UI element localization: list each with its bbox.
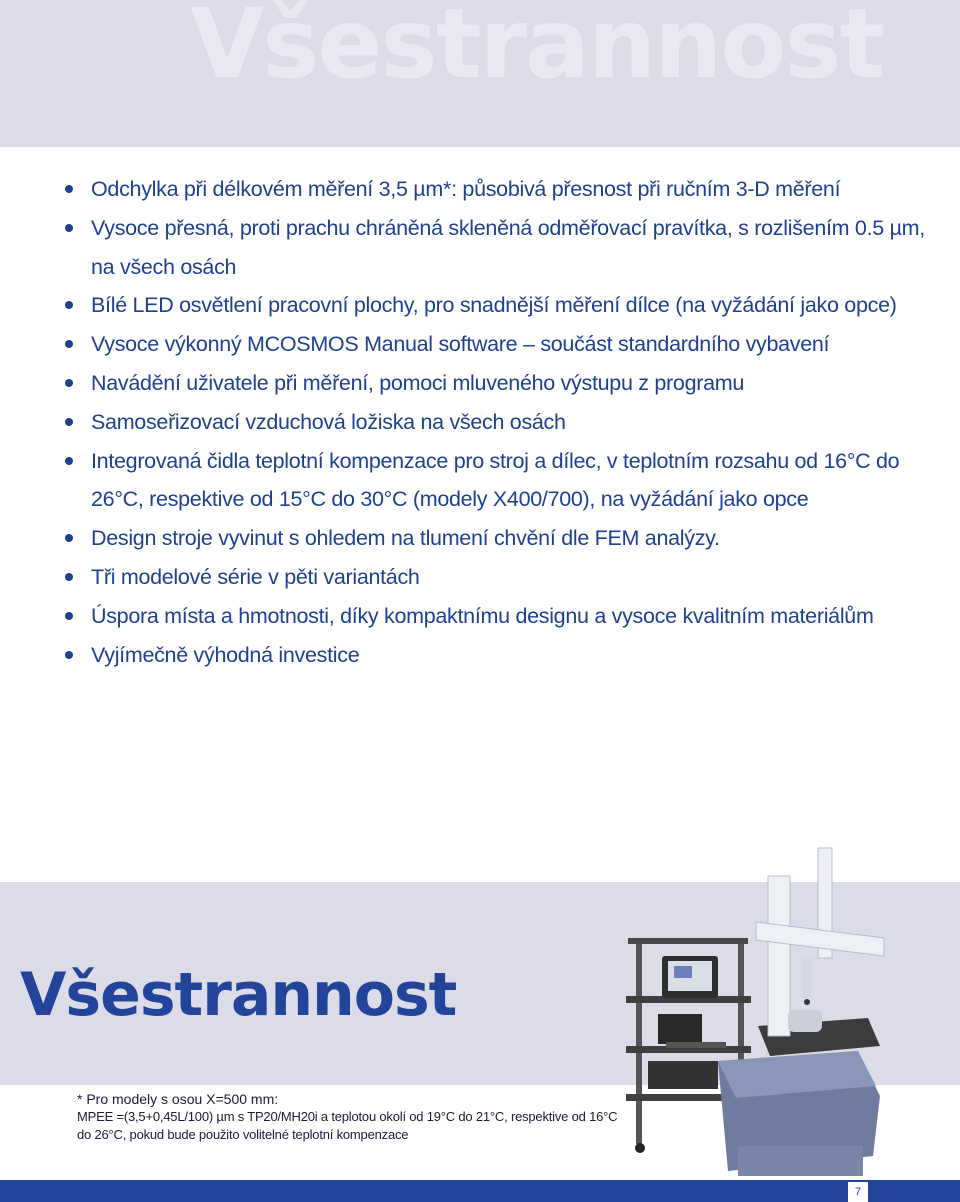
list-item (62, 170, 942, 209)
cmm-machine-image (618, 846, 890, 1184)
bullet-icon (65, 379, 73, 387)
table-shelf (628, 938, 748, 944)
list-item (62, 209, 942, 287)
header-band (0, 0, 960, 147)
bullet-icon (65, 418, 73, 426)
probe-head (802, 958, 812, 998)
section-title: Všestrannost (20, 960, 457, 1030)
list-item (62, 286, 942, 325)
page-number: 7 (848, 1182, 868, 1202)
bullet-icon (65, 612, 73, 620)
feature-text: Vysoce výkonný MCOSMOS Manual software – součást standardního vybavení (91, 332, 830, 357)
footer-bar (0, 1180, 960, 1202)
feature-text: Samoseřizovací vzduchová ložiska na všech osách (91, 409, 566, 434)
bullet-icon (65, 573, 73, 581)
feature-text: Bílé LED osvětlení pracovní plochy, pro snadnější měření dílce (na vyžádání jako opce) (91, 293, 897, 318)
keyboard (666, 1042, 726, 1048)
workpiece (788, 1010, 822, 1032)
bullet-icon (65, 651, 73, 659)
pc-unit (658, 1014, 702, 1044)
feature-text: Tři modelové série v pěti variantách (91, 564, 420, 589)
feature-text: Vyjímečně výhodná investice (91, 642, 360, 667)
list-item (62, 403, 942, 442)
bullet-icon (65, 185, 73, 193)
footnote (77, 1090, 637, 1144)
list-item (62, 325, 942, 364)
bridge-column (768, 876, 790, 1036)
cmm-stand (738, 1146, 863, 1176)
feature-text: Design stroje vyvinut s ohledem na tlumení chvění dle FEM analýzy. (91, 526, 720, 551)
bullet-icon (65, 340, 73, 348)
monitor-screen-content (674, 966, 692, 978)
bullet-icon (65, 534, 73, 542)
feature-text: Úspora místa a hmotnosti, díky kompaktnímu designu a vysoce kvalitním materiálům (91, 603, 874, 628)
list-item (62, 636, 942, 675)
table-frame (636, 938, 642, 1144)
feature-text: Odchylka při délkovém měření 3,5 µm*: působivá přesnost při ručním 3-D měření (91, 177, 841, 201)
wheel (635, 1143, 645, 1153)
header-watermark-title: Všestrannost (190, 0, 884, 100)
list-item (62, 597, 942, 636)
footnote-line-1: MPEE =(3,5+0,45L/100) µm s TP20/MH20i a teplotou okolí od 19°C do 21°C, respektive od 16°C (77, 1109, 618, 1124)
feature-text: Navádění uživatele při měření, pomoci mluveného výstupu z programu (91, 370, 745, 395)
footnote-line-2: do 26°C, pokud bude použito volitelné teplotní kompenzace (77, 1127, 409, 1142)
list-item (62, 519, 942, 558)
list-item (62, 364, 942, 403)
bullet-icon (65, 301, 73, 309)
feature-text: Integrovaná čidla teplotní kompenzace pro stroj a dílec, v teplotním rozsahu od 16°C do 26°C, respektive od 15°C do 30°C (modely X400/700), na vyžádání jako opce (91, 448, 900, 512)
footnote-title: * Pro modely s osou X=500 mm: (77, 1091, 279, 1107)
bullet-icon (65, 224, 73, 232)
probe-tip (804, 999, 810, 1005)
printer (648, 1061, 718, 1089)
list-item (62, 442, 942, 520)
feature-list (62, 170, 942, 674)
bullet-icon (65, 457, 73, 465)
list-item (62, 558, 942, 597)
feature-text: Vysoce přesná, proti prachu chráněná skleněná odměřovací pravítka, s rozlišením 0.5 µm, na všech osách (91, 215, 925, 279)
